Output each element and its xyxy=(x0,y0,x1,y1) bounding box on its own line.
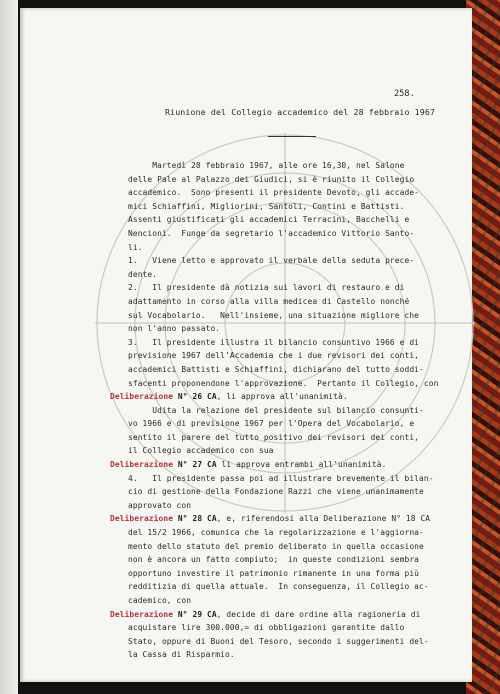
text-line xyxy=(128,173,438,187)
line-text: dente. xyxy=(128,269,158,279)
title-underline xyxy=(268,136,316,137)
text-line xyxy=(128,567,438,581)
text-line xyxy=(128,444,438,458)
line-text: Udita la relazione del presidente sul bilancio consunti- xyxy=(128,405,424,415)
deliberation-number: N° 26 CA xyxy=(173,392,217,402)
line-text: sul Vocabolario. Nell'insieme, una situazione migliore che xyxy=(128,310,420,320)
text-line xyxy=(128,580,438,594)
deliberation-label: Deliberazione xyxy=(110,460,174,470)
text-line xyxy=(128,241,438,255)
line-text: accademico. Sono presenti il presidente Devoto, gli accade- xyxy=(128,188,420,198)
line-text: il Collegio accademico con sua xyxy=(128,446,274,456)
facing-page-edge xyxy=(0,0,18,694)
text-line xyxy=(128,159,438,173)
text-line xyxy=(128,309,438,323)
line-text: adattamento in corso alla villa medicea di Castello nonché xyxy=(128,296,410,306)
text-line xyxy=(128,186,438,200)
line-text: vo 1966 e di previsione 1967 per l'Opera del Vocabolario, e xyxy=(128,419,415,429)
text-line xyxy=(128,540,438,554)
deliberation-line xyxy=(110,390,438,404)
line-text: , decide di dare ordine alla ragioneria di xyxy=(216,609,421,619)
text-line xyxy=(128,227,438,241)
line-text: 2. Il presidente dà notizia sui lavori di restauro e di xyxy=(128,283,405,293)
deliberation-number: N° 29 CA xyxy=(173,609,217,619)
line-text: , e, riferendosi alla Deliberazione N° 18 CA xyxy=(216,514,431,524)
deliberation-label: Deliberazione xyxy=(110,514,174,524)
line-text: cio di gestione della Fondazione Razzi che viene unanimamente xyxy=(128,487,424,497)
line-text: 1. Viene letto e approvato il verbale della seduta prece- xyxy=(128,256,415,266)
deliberation-line xyxy=(110,608,438,622)
text-line xyxy=(128,417,438,431)
text-line xyxy=(128,526,438,540)
line-text: del 15/2 1966, comunica che la regolarizzazione e l'aggiorna- xyxy=(128,528,424,538)
text-line xyxy=(128,295,438,309)
line-text: li approva entrambi all'unanimità. xyxy=(216,460,387,470)
page-title: Riunione del Collegio accademico del 28 febbraio 1967 xyxy=(165,107,436,117)
line-text: acquistare lire 300.000,= di obbligazioni garantite dallo xyxy=(128,623,405,633)
text-line xyxy=(128,472,438,486)
text-line xyxy=(128,594,438,608)
line-text: Martedì 28 febbraio 1967, alle ore 16,30, nel Salone xyxy=(128,161,405,170)
line-text: , li approva all'unanimità. xyxy=(216,392,348,402)
deliberation-label: Deliberazione xyxy=(110,609,174,619)
line-text: mento dello statuto del premio deliberato in quella occasione xyxy=(128,541,424,551)
line-text: Stato, oppure di Buoni del Tesoro, secondo i suggerimenti del- xyxy=(128,636,429,646)
text-line xyxy=(128,268,438,282)
text-line xyxy=(128,648,438,662)
line-text: sentito il parere del tutto positivo dei revisori dei conti, xyxy=(128,432,420,442)
text-line xyxy=(128,322,438,336)
text-line xyxy=(128,553,438,567)
line-text: non l'anno passato. xyxy=(128,324,221,334)
text-line xyxy=(128,349,438,363)
line-text: accademici Battisti e Schiaffini, dichiarano del tutto soddi- xyxy=(128,364,424,374)
document-page xyxy=(20,8,472,682)
text-line xyxy=(128,431,438,445)
line-text: opportuno investire il patrimonio rimanente in una forma più xyxy=(128,568,420,578)
minutes-body xyxy=(110,159,439,662)
line-text: redditizia di quella attuale. In conseguenza, il Collegio ac- xyxy=(128,582,429,592)
deliberation-label: Deliberazione xyxy=(110,392,174,402)
line-text: la Cassa di Risparmio. xyxy=(128,650,235,660)
text-line xyxy=(128,363,438,377)
text-line xyxy=(128,621,438,635)
deliberation-line xyxy=(110,512,438,526)
line-text: li. xyxy=(128,242,143,252)
deliberation-number: N° 28 CA xyxy=(173,514,217,524)
line-text: Assenti giustificati gli accademici Terracini, Bacchelli e xyxy=(128,215,410,225)
text-line xyxy=(128,485,438,499)
line-text: approvato con xyxy=(128,500,192,510)
text-line xyxy=(128,213,438,227)
text-line xyxy=(128,281,438,295)
text-line xyxy=(128,499,438,513)
page-number: 258. xyxy=(394,89,415,99)
line-text: mici Schiaffini, Migliorini, Santoli, Contini e Battisti. xyxy=(128,201,405,211)
line-text: 4. Il presidente passa poi ad illustrare brevemente il bilan- xyxy=(128,473,434,483)
text-line xyxy=(128,200,438,214)
line-text: Nencioni. Funge da segretario l'accademico Vittorio Santo- xyxy=(128,228,415,238)
deliberation-number: N° 27 CA xyxy=(173,460,217,470)
line-text: non è ancora un fatto compiuto; in queste condizioni sembra xyxy=(128,555,420,565)
text-line xyxy=(128,254,438,268)
text-line xyxy=(128,377,438,391)
text-line xyxy=(128,635,438,649)
line-text: sfacenti proponendone l'approvazione. Pertanto il Collegio, con xyxy=(128,378,439,388)
deliberation-line xyxy=(110,458,438,472)
line-text: cademico, con xyxy=(128,596,192,605)
line-text: previsione 1967 dell'Accademia che i due revisori dei conti, xyxy=(128,351,420,361)
text-line xyxy=(128,336,438,350)
line-text: 3. Il presidente illustra il bilancio consuntivo 1966 e di xyxy=(128,337,420,347)
text-line xyxy=(128,404,438,418)
line-text: delle Pale al Palazzo dei Giudici, si è riunito il Collegio xyxy=(128,174,415,184)
